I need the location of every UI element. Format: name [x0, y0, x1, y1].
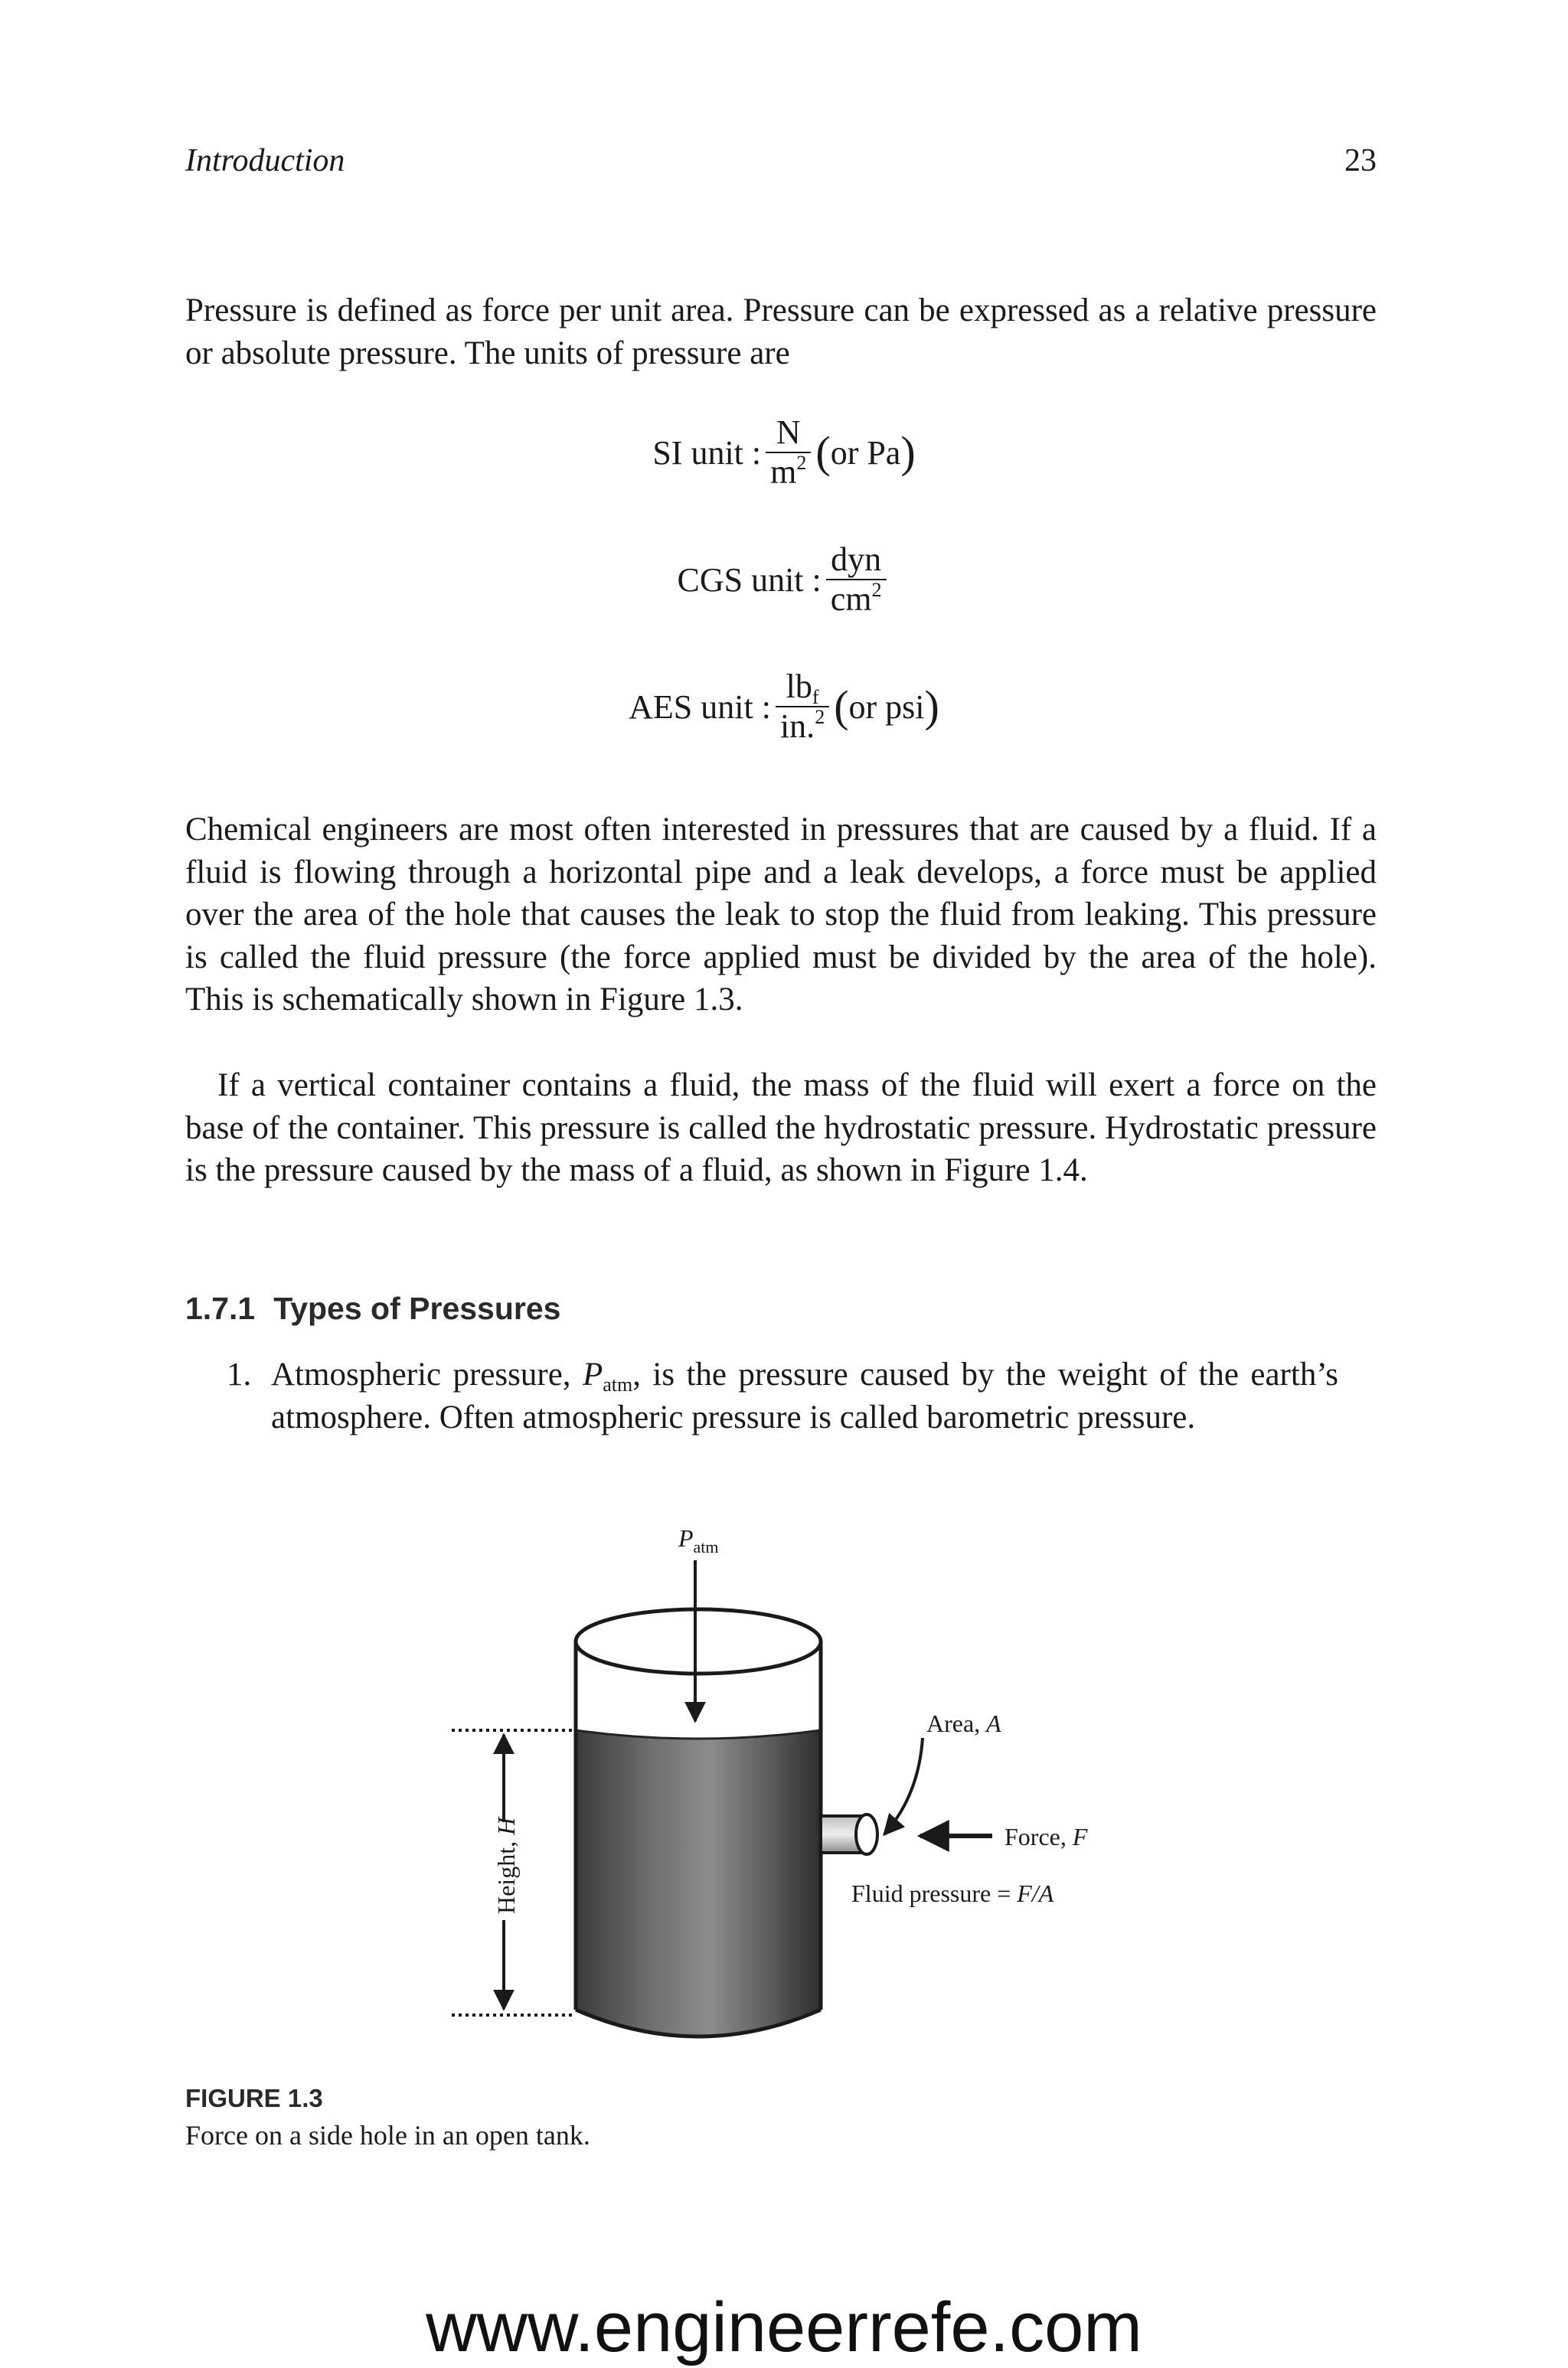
si-unit-note: or Pa: [830, 433, 901, 472]
side-hole: [856, 1814, 877, 1854]
aes-denominator: [776, 706, 829, 746]
running-header: [185, 142, 1377, 179]
cgs-unit-label: CGS unit :: [677, 560, 822, 599]
intro-paragraph: Pressure is defined as force per unit area. Pressure can be expressed as a relative pressure or absolute pressure. The units of pressure are: [185, 292, 1377, 371]
patm-symbol: P: [582, 1357, 603, 1393]
cgs-den-base: cm: [830, 580, 872, 618]
tank-fluid: [576, 1730, 821, 2036]
list-item: [227, 1354, 1338, 1439]
patm-subscript: atm: [603, 1373, 633, 1396]
aes-den-base: in.: [779, 707, 815, 745]
patm-label: $P_{atm}$: [678, 1524, 719, 1556]
chapter-title: Introduction: [185, 143, 345, 178]
aes-open-paren: (: [834, 681, 849, 731]
si-den-exponent: 2: [796, 452, 807, 474]
aes-numerator: [782, 668, 824, 706]
cgs-den-exponent: 2: [871, 579, 882, 601]
si-close-paren: ): [900, 427, 916, 477]
paragraph-hydrostatic-pressure: If a vertical container contains a fluid, the mass of the fluid will exert a force on the base of the container. This pressure is called the hydrostatic pressure. Hydrostatic pressure is the pressure caused by the mass of a fluid, as shown in Figure 1.4.: [185, 1067, 1377, 1189]
aes-close-paren: ): [924, 681, 939, 731]
page-number: 23: [1344, 143, 1377, 178]
list-text-before: Atmospheric pressure,: [271, 1357, 583, 1393]
area-label: Area, A: [926, 1710, 1001, 1737]
cgs-unit-fraction: [826, 541, 887, 619]
force-label: Force, F: [1004, 1823, 1088, 1850]
aes-unit-note: or psi: [848, 688, 925, 726]
aes-num-subscript: f: [812, 686, 819, 708]
si-open-paren: (: [815, 427, 831, 477]
list-item-text: [271, 1354, 1338, 1439]
cgs-denominator: [826, 579, 887, 619]
section-title: Types of Pressures: [273, 1291, 561, 1326]
equation-cgs-unit: [0, 541, 1568, 619]
tank-top-rim: [576, 1609, 821, 1674]
si-denominator: [766, 452, 811, 492]
si-unit-label: SI unit :: [652, 433, 762, 472]
height-label: Height, H: [492, 1817, 520, 1914]
list-marker: 1.: [227, 1357, 252, 1393]
si-numerator: N: [776, 413, 801, 451]
section-heading: [185, 1291, 560, 1327]
aes-den-exponent: 2: [815, 706, 825, 728]
aes-num-base: lb: [786, 668, 812, 705]
figure-open-tank-diagram: [0, 1501, 1568, 2067]
equation-si-unit: [0, 413, 1568, 492]
equation-aes-unit: [0, 668, 1568, 746]
paragraph-fluid-pressure: Chemical engineers are most often interested in pressures that are caused by a fluid. If a fluid is flowing through a horizontal pipe and a leak develops, a force must be applied over the area of the hole that causes the leak to stop the fluid from leaking. This pressure is called the fluid pressure (the force applied must be divided by the area of the hole). This is schematically shown in Figure 1.3.: [185, 812, 1377, 1018]
watermark-url: www.engineerrefe.com: [426, 2288, 1142, 2366]
list-text-after: , is the pressure caused by the weight of the earth’s atmosphere. Often atmospheric pressure is called barometric pressure.: [271, 1357, 1338, 1435]
cgs-numerator: dyn: [831, 541, 882, 578]
area-arrow: [884, 1738, 923, 1834]
aes-unit-fraction: [776, 668, 829, 746]
si-den-base: m: [770, 453, 797, 491]
fluid-pressure-label: Fluid pressure = F/A: [851, 1880, 1054, 1907]
si-unit-fraction: [766, 413, 811, 492]
section-number: 1.7.1: [185, 1291, 256, 1326]
figure-caption-text: Force on a side hole in an open tank.: [185, 2120, 590, 2151]
figure-caption-label: FIGURE 1.3: [185, 2084, 323, 2112]
aes-unit-label: AES unit :: [629, 688, 771, 726]
